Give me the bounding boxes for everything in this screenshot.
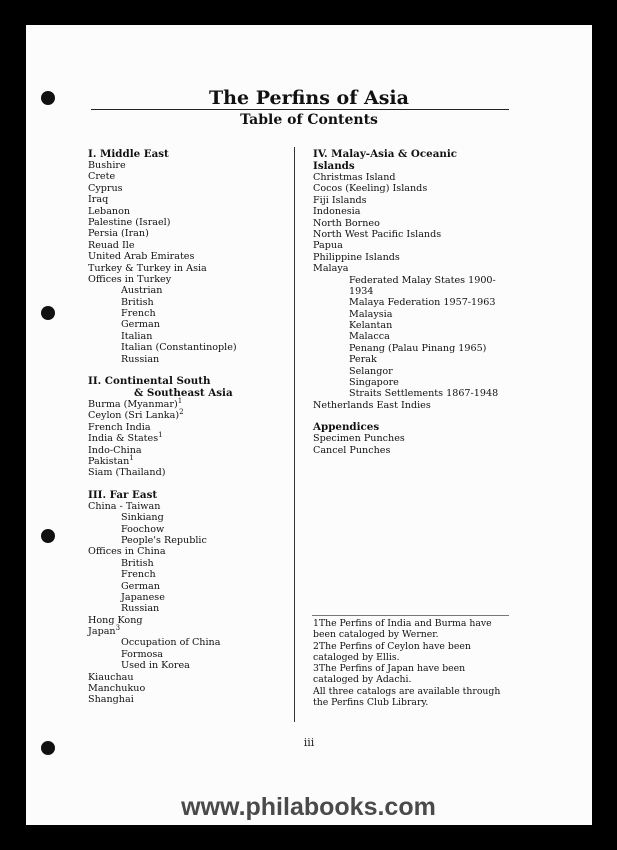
list-item: Foochow bbox=[121, 523, 165, 535]
list-item: German bbox=[121, 580, 160, 592]
list-item: Kiauchau bbox=[88, 671, 134, 683]
footnote-marker: 1 bbox=[129, 453, 134, 462]
list-item: Occupation of China bbox=[121, 637, 221, 649]
list-item: Offices in Turkey bbox=[88, 273, 172, 285]
list-item: Fiji Islands bbox=[313, 194, 367, 206]
list-item: Japanese bbox=[121, 591, 165, 603]
toc-right-column bbox=[313, 148, 508, 456]
list-item: 3The Perfins of Japan have been bbox=[313, 663, 466, 675]
footnote-rule bbox=[312, 615, 509, 616]
list-item: Palestine (Israel) bbox=[88, 216, 171, 228]
section-heading: Appendices bbox=[313, 421, 380, 434]
page-title: The Perfins of Asia bbox=[209, 87, 409, 109]
list-item: United Arab Emirates bbox=[88, 251, 195, 263]
list-item: Reuad Ile bbox=[88, 239, 135, 251]
list-item: Papua bbox=[313, 240, 343, 252]
list-item: Malaya Federation 1957-1963 bbox=[349, 297, 496, 309]
list-item bbox=[88, 410, 288, 421]
malay-asia-list bbox=[313, 172, 508, 275]
list-item: Philippine Islands bbox=[313, 251, 400, 263]
page-subtitle: Table of Contents bbox=[240, 112, 378, 128]
list-item: Italian (Constantinople) bbox=[121, 342, 237, 354]
list-item: Italian bbox=[121, 330, 153, 342]
list-item: Christmas Island bbox=[313, 172, 396, 183]
section-heading: II. Continental South bbox=[88, 375, 211, 388]
list-item: Used in Korea bbox=[121, 660, 190, 672]
list-item: cataloged by Ellis. bbox=[313, 651, 400, 663]
list-item: Austrian bbox=[121, 285, 163, 297]
list-item bbox=[88, 453, 288, 467]
list-item: Straits Settlements 1867-1948 bbox=[349, 388, 499, 400]
list-item: been cataloged by Werner. bbox=[313, 629, 439, 641]
list-item: German bbox=[121, 319, 160, 331]
list-item bbox=[88, 623, 288, 638]
list-item: Malaysia bbox=[349, 308, 393, 320]
list-item: cataloged by Adachi. bbox=[313, 674, 412, 686]
list-item: Malacca bbox=[349, 331, 390, 343]
list-item: Perak bbox=[349, 354, 377, 366]
list-item: Cancel Punches bbox=[313, 444, 391, 456]
list-item bbox=[88, 396, 288, 411]
list-item: French bbox=[121, 569, 156, 581]
list-item: Crete bbox=[88, 171, 116, 183]
japan-sublist bbox=[88, 637, 288, 671]
list-item: Shanghai bbox=[88, 694, 134, 706]
section-heading: III. Far East bbox=[88, 488, 158, 501]
list-item: Formosa bbox=[121, 648, 164, 660]
list-item: 1934 bbox=[349, 285, 374, 297]
list-item: Cyprus bbox=[88, 182, 123, 194]
far-east-list bbox=[88, 672, 288, 706]
list-item-label: Burma (Myanmar) bbox=[88, 399, 178, 411]
list-item bbox=[88, 445, 288, 456]
list-item: Malaya bbox=[313, 263, 349, 275]
middle-east-sublist bbox=[88, 285, 288, 365]
footnote-marker: 3 bbox=[115, 623, 121, 632]
list-item: Indonesia bbox=[313, 206, 361, 218]
footnote-marker: 2 bbox=[179, 408, 184, 417]
list-item: 1The Perfins of India and Burma have bbox=[313, 618, 492, 629]
appendices-list bbox=[313, 433, 508, 456]
list-item: Cocos (Keeling) Islands bbox=[313, 183, 428, 195]
section-heading: IV. Malay-Asia & Oceanic bbox=[313, 148, 458, 160]
list-item: Russian bbox=[121, 603, 160, 615]
list-item: Lebanon bbox=[88, 205, 131, 217]
list-item-label: India & States bbox=[88, 433, 159, 445]
section-heading-cont: & Southeast Asia bbox=[134, 387, 233, 400]
document-page bbox=[26, 25, 592, 825]
list-item: British bbox=[121, 296, 154, 308]
list-item: French bbox=[121, 308, 156, 320]
list-item: Selangor bbox=[349, 365, 393, 377]
footnote-marker: 1 bbox=[158, 431, 163, 440]
list-item: 2The Perfins of Ceylon have been bbox=[313, 640, 471, 652]
list-item-label: Ceylon (Sri Lanka) bbox=[88, 410, 180, 422]
list-item: Manchukuo bbox=[88, 683, 146, 695]
binder-hole bbox=[41, 306, 55, 320]
list-item: All three catalogs are available through bbox=[313, 685, 501, 697]
list-item: Hong Kong bbox=[88, 614, 143, 626]
list-item: Specimen Punches bbox=[313, 433, 405, 445]
list-item-label: Indo-China bbox=[88, 444, 142, 456]
list-item bbox=[88, 433, 288, 444]
footnote-marker: 1 bbox=[177, 396, 183, 405]
list-item: People's Republic bbox=[121, 534, 207, 546]
list-item bbox=[88, 467, 288, 478]
list-item: Singapore bbox=[349, 377, 399, 389]
list-item: Sinkiang bbox=[121, 512, 164, 524]
list-item-label: French India bbox=[88, 421, 151, 433]
list-item: British bbox=[121, 557, 154, 569]
list-item: Turkey & Turkey in Asia bbox=[88, 262, 207, 274]
list-item: China - Taiwan bbox=[88, 500, 161, 512]
middle-east-list bbox=[88, 160, 288, 285]
continental-south-list bbox=[88, 396, 288, 479]
list-item: Offices in China bbox=[88, 546, 166, 558]
toc-left-column bbox=[88, 148, 288, 706]
list-item-label: Siam (Thailand) bbox=[88, 467, 166, 479]
list-item: Netherlands East Indies bbox=[313, 399, 431, 411]
malaya-sublist bbox=[313, 275, 508, 400]
list-item: Persia (Iran) bbox=[88, 228, 149, 240]
china-sublist bbox=[88, 512, 288, 546]
list-item: Iraq bbox=[88, 194, 109, 206]
binder-hole bbox=[41, 529, 55, 543]
list-item: the Perfins Club Library. bbox=[313, 697, 429, 709]
column-divider bbox=[294, 147, 295, 722]
list-item: Bushire bbox=[88, 160, 126, 171]
footnotes bbox=[313, 618, 513, 708]
list-item: North Borneo bbox=[313, 217, 380, 229]
section-heading: I. Middle East bbox=[88, 148, 169, 160]
offices-china-sublist bbox=[88, 558, 288, 615]
list-item-label: Japan bbox=[88, 626, 116, 638]
title-rule bbox=[91, 109, 509, 110]
list-item bbox=[88, 422, 288, 433]
list-item-label: Pakistan bbox=[88, 455, 130, 467]
page-number: iii bbox=[303, 736, 315, 749]
list-item: North West Pacific Islands bbox=[313, 228, 442, 240]
website-url: www.philabooks.com bbox=[181, 793, 436, 821]
section-heading-cont: Islands bbox=[313, 160, 355, 172]
list-item: Kelantan bbox=[349, 320, 393, 332]
list-item: Penang (Palau Pinang 1965) bbox=[349, 342, 487, 354]
list-item: Russian bbox=[121, 353, 160, 365]
list-item: Federated Malay States 1900- bbox=[349, 274, 496, 286]
